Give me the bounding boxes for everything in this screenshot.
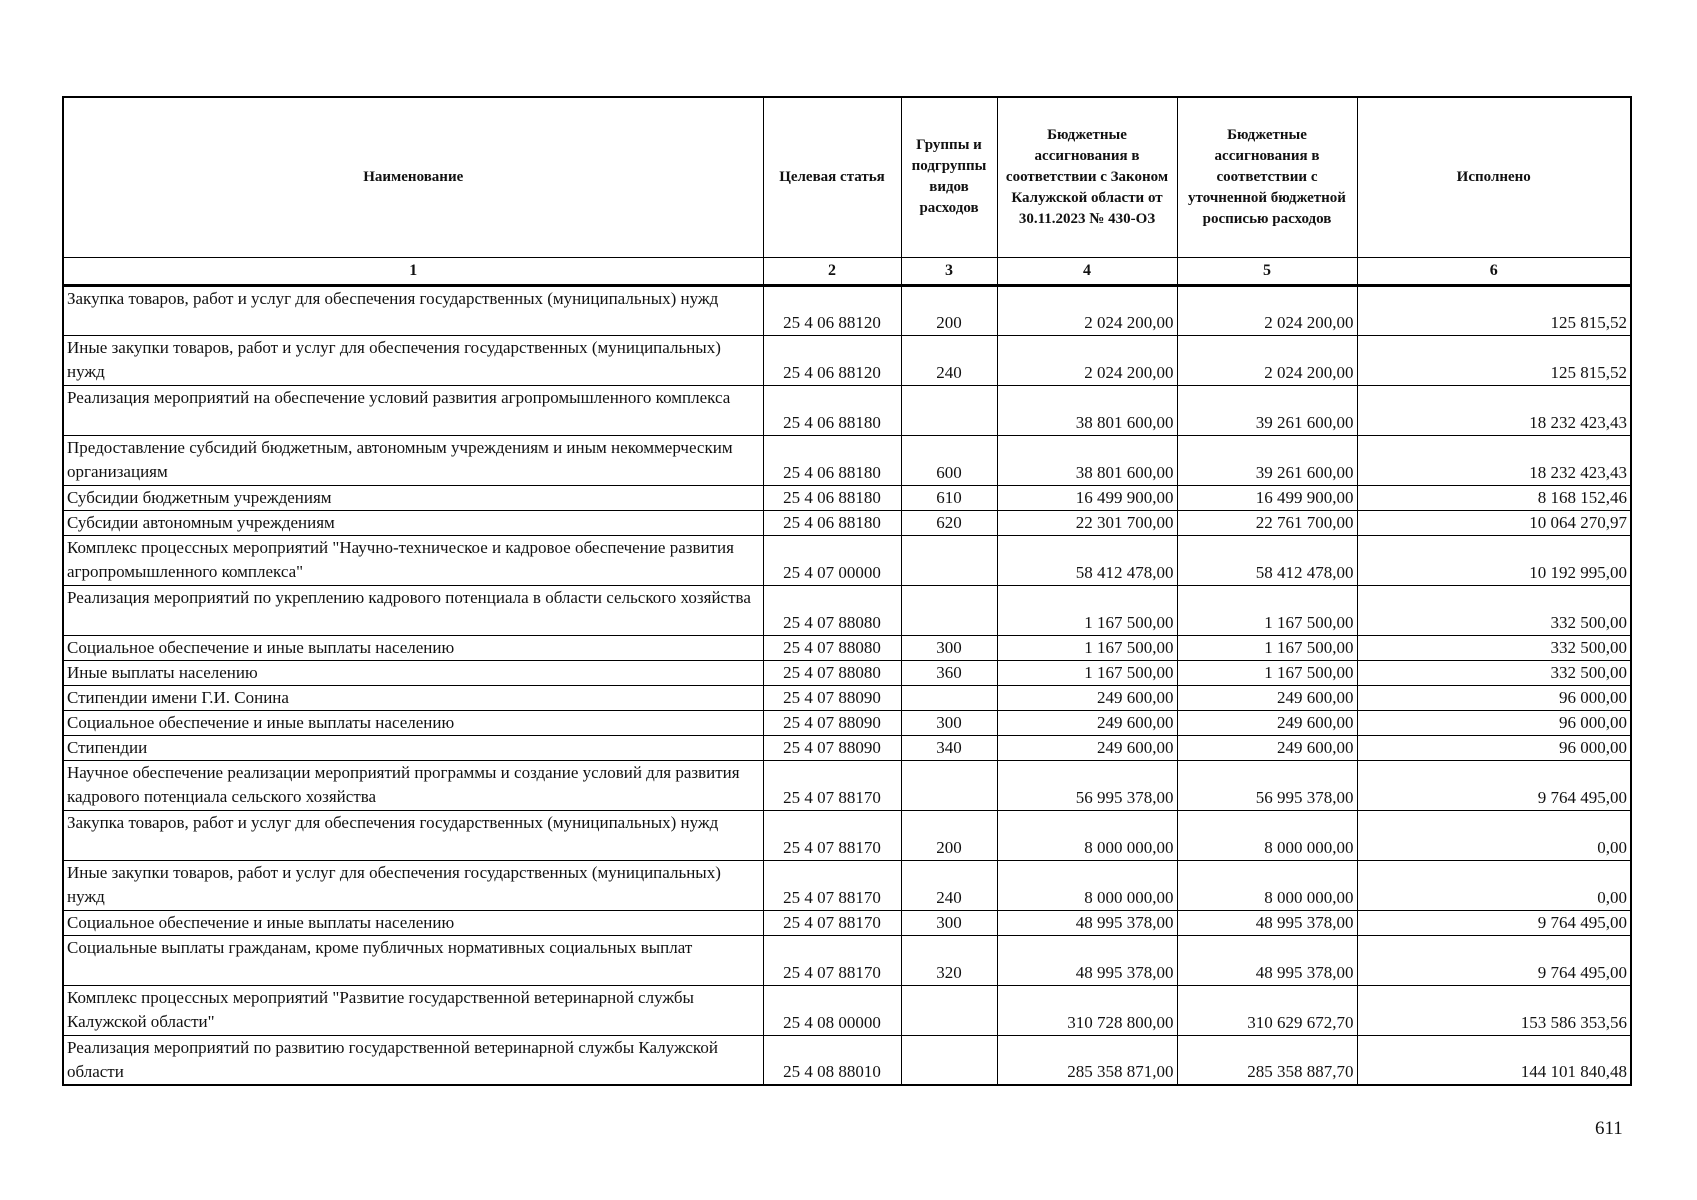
- row-expense-group: 300: [901, 635, 997, 660]
- table-row: [63, 485, 1631, 510]
- row-expense-group: [901, 985, 997, 1035]
- column-number: 1: [63, 257, 763, 285]
- row-executed-amount: 96 000,00: [1357, 735, 1631, 760]
- column-number: 4: [997, 257, 1177, 285]
- row-expense-group: [901, 385, 997, 435]
- row-target-article: 25 4 07 88080: [763, 635, 901, 660]
- table-row: [63, 435, 1631, 485]
- row-refined-amount: 1 167 500,00: [1177, 660, 1357, 685]
- row-refined-amount: 48 995 378,00: [1177, 935, 1357, 985]
- row-expense-group: 320: [901, 935, 997, 985]
- row-target-article: 25 4 07 88080: [763, 585, 901, 635]
- row-name: Социальное обеспечение и иные выплаты населению: [63, 635, 763, 660]
- header-law-allocations: Бюджетные ассигнования в соответствии с Законом Калужской области от 30.11.2023 № 430-ОЗ: [997, 97, 1177, 257]
- table-row: [63, 585, 1631, 635]
- column-number: 5: [1177, 257, 1357, 285]
- header-target-article: Целевая статья: [763, 97, 901, 257]
- row-target-article: 25 4 07 88170: [763, 760, 901, 810]
- row-name: Закупка товаров, работ и услуг для обеспечения государственных (муниципальных) нужд: [63, 285, 763, 335]
- table-row: [63, 285, 1631, 335]
- column-number: 2: [763, 257, 901, 285]
- row-name: Закупка товаров, работ и услуг для обеспечения государственных (муниципальных) нужд: [63, 810, 763, 860]
- row-refined-amount: 8 000 000,00: [1177, 860, 1357, 910]
- row-law-amount: 1 167 500,00: [997, 660, 1177, 685]
- table-row: [63, 810, 1631, 860]
- row-refined-amount: 2 024 200,00: [1177, 335, 1357, 385]
- column-number-row: [63, 257, 1631, 285]
- row-executed-amount: 9 764 495,00: [1357, 935, 1631, 985]
- row-executed-amount: 10 064 270,97: [1357, 510, 1631, 535]
- row-executed-amount: 18 232 423,43: [1357, 435, 1631, 485]
- row-executed-amount: 125 815,52: [1357, 285, 1631, 335]
- row-executed-amount: 96 000,00: [1357, 685, 1631, 710]
- row-law-amount: 1 167 500,00: [997, 585, 1177, 635]
- row-expense-group: 610: [901, 485, 997, 510]
- row-executed-amount: 10 192 995,00: [1357, 535, 1631, 585]
- row-expense-group: 620: [901, 510, 997, 535]
- row-executed-amount: 332 500,00: [1357, 585, 1631, 635]
- row-target-article: 25 4 08 00000: [763, 985, 901, 1035]
- row-refined-amount: 310 629 672,70: [1177, 985, 1357, 1035]
- row-executed-amount: 0,00: [1357, 810, 1631, 860]
- row-name: Субсидии бюджетным учреждениям: [63, 485, 763, 510]
- row-law-amount: 285 358 871,00: [997, 1035, 1177, 1085]
- table-row: [63, 860, 1631, 910]
- row-name: Комплекс процессных мероприятий "Научно-техническое и кадровое обеспечение развития агропромышленного комплекса": [63, 535, 763, 585]
- row-name: Субсидии автономным учреждениям: [63, 510, 763, 535]
- row-executed-amount: 332 500,00: [1357, 635, 1631, 660]
- row-executed-amount: 8 168 152,46: [1357, 485, 1631, 510]
- table-row: [63, 760, 1631, 810]
- table-row: [63, 735, 1631, 760]
- row-name: Иные закупки товаров, работ и услуг для обеспечения государственных (муниципальных) нужд: [63, 335, 763, 385]
- row-refined-amount: 249 600,00: [1177, 710, 1357, 735]
- row-refined-amount: 48 995 378,00: [1177, 910, 1357, 935]
- row-name: Иные закупки товаров, работ и услуг для обеспечения государственных (муниципальных) нужд: [63, 860, 763, 910]
- row-law-amount: 310 728 800,00: [997, 985, 1177, 1035]
- row-executed-amount: 9 764 495,00: [1357, 760, 1631, 810]
- row-expense-group: [901, 585, 997, 635]
- row-target-article: 25 4 07 88170: [763, 935, 901, 985]
- row-refined-amount: 39 261 600,00: [1177, 435, 1357, 485]
- row-refined-amount: 16 499 900,00: [1177, 485, 1357, 510]
- row-expense-group: 240: [901, 860, 997, 910]
- table-row: [63, 660, 1631, 685]
- row-name: Стипендии имени Г.И. Сонина: [63, 685, 763, 710]
- row-law-amount: 22 301 700,00: [997, 510, 1177, 535]
- row-target-article: 25 4 07 00000: [763, 535, 901, 585]
- row-name: Социальное обеспечение и иные выплаты населению: [63, 710, 763, 735]
- row-refined-amount: 1 167 500,00: [1177, 585, 1357, 635]
- row-law-amount: 249 600,00: [997, 735, 1177, 760]
- row-name: Комплекс процессных мероприятий "Развитие государственной ветеринарной службы Калужской области": [63, 985, 763, 1035]
- row-law-amount: 249 600,00: [997, 685, 1177, 710]
- row-law-amount: 38 801 600,00: [997, 385, 1177, 435]
- row-law-amount: 8 000 000,00: [997, 860, 1177, 910]
- row-name: Реализация мероприятий на обеспечение условий развития агропромышленного комплекса: [63, 385, 763, 435]
- row-law-amount: 58 412 478,00: [997, 535, 1177, 585]
- table-row: [63, 1035, 1631, 1085]
- header-executed: Исполнено: [1357, 97, 1631, 257]
- row-name: Реализация мероприятий по развитию государственной ветеринарной службы Калужской области: [63, 1035, 763, 1085]
- row-executed-amount: 144 101 840,48: [1357, 1035, 1631, 1085]
- row-target-article: 25 4 07 88090: [763, 735, 901, 760]
- row-law-amount: 1 167 500,00: [997, 635, 1177, 660]
- row-refined-amount: 58 412 478,00: [1177, 535, 1357, 585]
- page-number: 611: [1595, 1118, 1623, 1139]
- row-refined-amount: 8 000 000,00: [1177, 810, 1357, 860]
- row-executed-amount: 96 000,00: [1357, 710, 1631, 735]
- table-row: [63, 685, 1631, 710]
- row-target-article: 25 4 06 88180: [763, 485, 901, 510]
- row-refined-amount: 56 995 378,00: [1177, 760, 1357, 810]
- table-row: [63, 535, 1631, 585]
- row-target-article: 25 4 06 88120: [763, 335, 901, 385]
- row-refined-amount: 249 600,00: [1177, 735, 1357, 760]
- row-expense-group: 360: [901, 660, 997, 685]
- row-law-amount: 249 600,00: [997, 710, 1177, 735]
- column-number: 3: [901, 257, 997, 285]
- row-law-amount: 48 995 378,00: [997, 935, 1177, 985]
- row-executed-amount: 153 586 353,56: [1357, 985, 1631, 1035]
- table-row: [63, 935, 1631, 985]
- row-target-article: 25 4 06 88180: [763, 510, 901, 535]
- row-name: Реализация мероприятий по укреплению кадрового потенциала в области сельского хозяйства: [63, 585, 763, 635]
- row-refined-amount: 39 261 600,00: [1177, 385, 1357, 435]
- row-executed-amount: 9 764 495,00: [1357, 910, 1631, 935]
- row-expense-group: [901, 535, 997, 585]
- row-target-article: 25 4 07 88090: [763, 685, 901, 710]
- row-executed-amount: 0,00: [1357, 860, 1631, 910]
- row-refined-amount: 22 761 700,00: [1177, 510, 1357, 535]
- table-row: [63, 335, 1631, 385]
- row-expense-group: [901, 760, 997, 810]
- row-expense-group: 200: [901, 285, 997, 335]
- budget-table-container: [62, 96, 1630, 1086]
- row-law-amount: 48 995 378,00: [997, 910, 1177, 935]
- row-expense-group: 600: [901, 435, 997, 485]
- row-expense-group: 300: [901, 710, 997, 735]
- row-expense-group: 240: [901, 335, 997, 385]
- row-law-amount: 38 801 600,00: [997, 435, 1177, 485]
- row-target-article: 25 4 08 88010: [763, 1035, 901, 1085]
- row-law-amount: 56 995 378,00: [997, 760, 1177, 810]
- row-target-article: 25 4 06 88120: [763, 285, 901, 335]
- header-name: Наименование: [63, 97, 763, 257]
- row-name: Стипендии: [63, 735, 763, 760]
- row-target-article: 25 4 06 88180: [763, 385, 901, 435]
- row-target-article: 25 4 07 88090: [763, 710, 901, 735]
- row-name: Социальное обеспечение и иные выплаты населению: [63, 910, 763, 935]
- row-name: Научное обеспечение реализации мероприятий программы и создание условий для развития кадрового потенциала сельского хозяйства: [63, 760, 763, 810]
- row-target-article: 25 4 07 88170: [763, 810, 901, 860]
- row-law-amount: 2 024 200,00: [997, 285, 1177, 335]
- row-law-amount: 16 499 900,00: [997, 485, 1177, 510]
- table-row: [63, 385, 1631, 435]
- header-refined-allocations: Бюджетные ассигнования в соответствии с уточненной бюджетной росписью расходов: [1177, 97, 1357, 257]
- row-name: Иные выплаты населению: [63, 660, 763, 685]
- row-executed-amount: 332 500,00: [1357, 660, 1631, 685]
- row-expense-group: 340: [901, 735, 997, 760]
- row-refined-amount: 2 024 200,00: [1177, 285, 1357, 335]
- row-name: Социальные выплаты гражданам, кроме публичных нормативных социальных выплат: [63, 935, 763, 985]
- table-row: [63, 510, 1631, 535]
- budget-table: [62, 96, 1632, 1086]
- header-expense-groups: Группы и подгруппы видов расходов: [901, 97, 997, 257]
- row-executed-amount: 18 232 423,43: [1357, 385, 1631, 435]
- row-target-article: 25 4 07 88080: [763, 660, 901, 685]
- table-row: [63, 710, 1631, 735]
- row-name: Предоставление субсидий бюджетным, автономным учреждениям и иным некоммерческим организациям: [63, 435, 763, 485]
- row-executed-amount: 125 815,52: [1357, 335, 1631, 385]
- row-target-article: 25 4 07 88170: [763, 910, 901, 935]
- row-refined-amount: 249 600,00: [1177, 685, 1357, 710]
- row-refined-amount: 1 167 500,00: [1177, 635, 1357, 660]
- column-number: 6: [1357, 257, 1631, 285]
- row-refined-amount: 285 358 887,70: [1177, 1035, 1357, 1085]
- row-expense-group: [901, 1035, 997, 1085]
- row-target-article: 25 4 07 88170: [763, 860, 901, 910]
- table-row: [63, 985, 1631, 1035]
- table-row: [63, 635, 1631, 660]
- row-expense-group: [901, 685, 997, 710]
- header-row: [63, 97, 1631, 257]
- table-row: [63, 910, 1631, 935]
- row-expense-group: 300: [901, 910, 997, 935]
- row-target-article: 25 4 06 88180: [763, 435, 901, 485]
- row-expense-group: 200: [901, 810, 997, 860]
- row-law-amount: 2 024 200,00: [997, 335, 1177, 385]
- row-law-amount: 8 000 000,00: [997, 810, 1177, 860]
